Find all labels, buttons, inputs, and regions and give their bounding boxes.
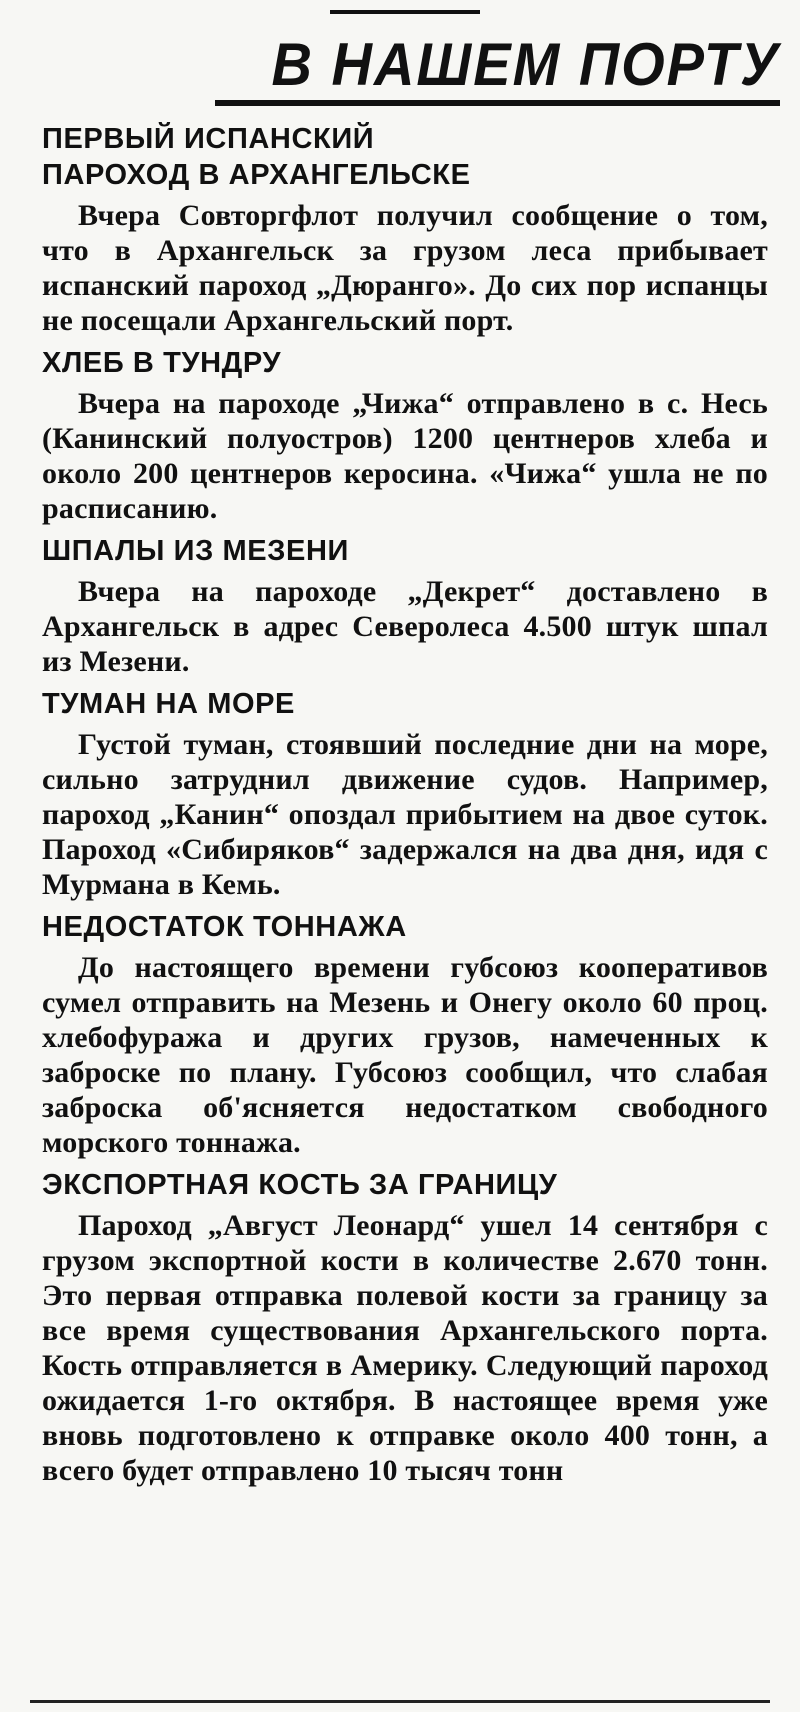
- article-headline: ТУМАН НА МОРЕ: [42, 688, 295, 720]
- top-rule: [330, 10, 480, 14]
- article-sleepers-from-mezen: [42, 532, 768, 679]
- article-body: Густой туман, стоявший последние дни на море, сильно затруднил движение судов. Например, пароход „Канин“ опоздал прибытием на двое суток. Пароход «Сибиряков“ задержался на два дня, идя с Мурмана в Кемь.: [42, 728, 768, 901]
- article-headline: ХЛЕБ В ТУНДРУ: [42, 347, 282, 379]
- article-body: До настоящего времени губсоюз кооперативов сумел отправить на Мезень и Онегу около 60 проц. хлебофуража и других грузов, намеченных к заброске по плану. Губсоюз сообщил, что слабая заброска об'ясняется недостатком свободного морского тоннажа.: [42, 951, 768, 1159]
- article-body: Вчера на пароходе „Декрет“ доставлено в Архангельск в адрес Северолеса 4.500 штук шпал из Мезени.: [42, 575, 768, 678]
- article-headline: ПЕРВЫЙ ИСПАНСКИЙ: [42, 123, 375, 155]
- masthead-title: В НАШЕМ ПОРТУ: [271, 30, 780, 99]
- article-bread-to-tundra: [42, 344, 768, 526]
- article-headline: ШПАЛЫ ИЗ МЕЗЕНИ: [42, 535, 349, 567]
- bottom-rule: [30, 1700, 770, 1703]
- article-export-bone: [42, 1166, 768, 1488]
- article-spanish-steamer: [42, 120, 768, 338]
- article-body: Вчера на пароходе „Чижа“ отправлено в с. Несь (Канинский полуостров) 1200 центнеров хлеба и около 200 центнеров керосина. «Чижа“ ушла не по расписанию.: [42, 387, 768, 525]
- article-headline: ЭКСПОРТНАЯ КОСТЬ ЗА ГРАНИЦУ: [42, 1169, 558, 1201]
- article-body: Вчера Совторгфлот получил сообщение о том, что в Архангельск за грузом леса прибывает испанский пароход „Дюранго». До сих пор испанцы не посещали Архангельский порт.: [42, 199, 768, 337]
- article-body: Пароход „Август Леонард“ ушел 14 сентября с грузом экспортной кости в количестве 2.670 тонн. Это первая отправка полевой кости за границу за все время существования Архангельского порта. Кость отправляется в Америку. Следующий пароход ожидается 1-го октября. В настоящее время уже вновь подготовлено к отправке около 400 тонн, а всего будет отправлено 10 тысяч тонн: [42, 1209, 768, 1487]
- masthead-rule: [215, 100, 780, 106]
- article-fog-at-sea: [42, 685, 768, 902]
- article-headline: НЕДОСТАТОК ТОННАЖА: [42, 911, 407, 943]
- article-headline-line2: ПАРОХОД В АРХАНГЕЛЬСКЕ: [42, 159, 471, 191]
- article-tonnage-shortage: [42, 908, 768, 1160]
- articles-column: [42, 118, 768, 1494]
